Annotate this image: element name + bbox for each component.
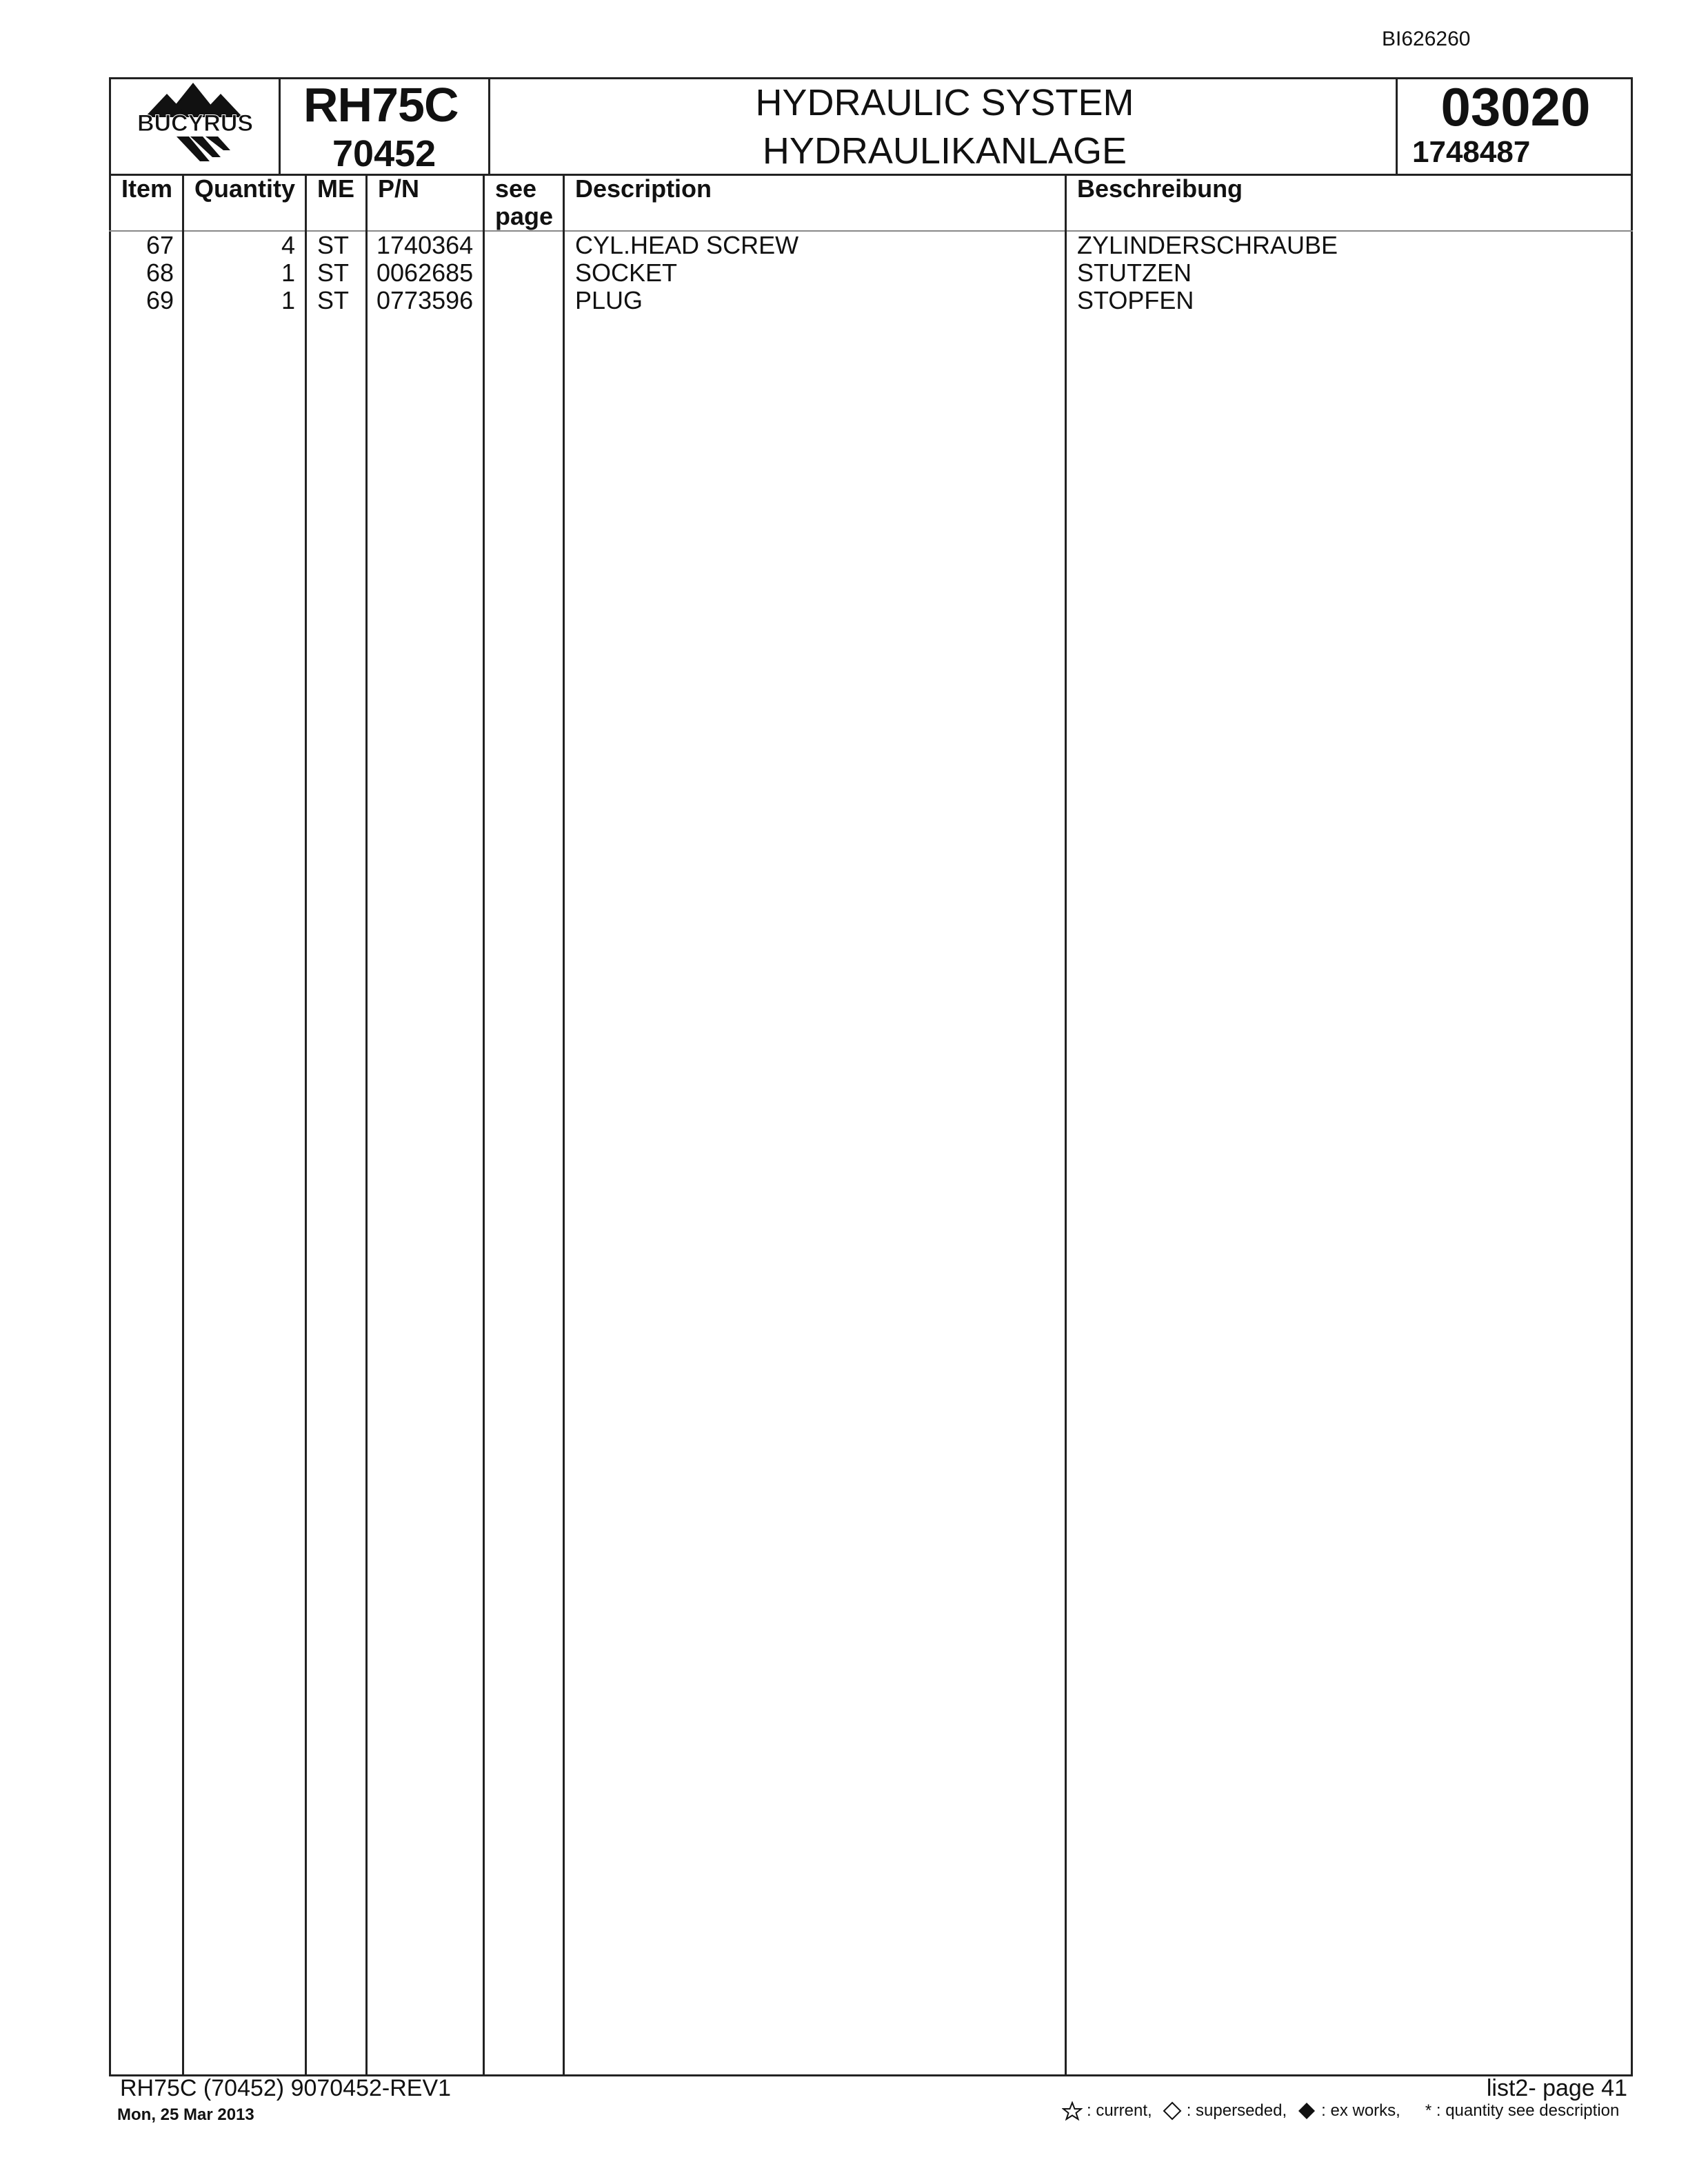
column-header-pn: P/N: [378, 174, 420, 203]
footer-page-number: list2- page 41: [1486, 2075, 1627, 2101]
column-header-quantity: Quantity: [194, 174, 296, 203]
logo-text: BUCYRUS: [137, 110, 254, 136]
legend-quantity-note: * : quantity see description: [1425, 2101, 1620, 2120]
row-part-number: 0062685: [376, 259, 474, 287]
row-beschreibung: STUTZEN: [1077, 259, 1192, 287]
column-divider: [483, 174, 485, 2075]
legend-superseded: : superseded,: [1186, 2101, 1287, 2120]
bucyrus-logo: [117, 79, 273, 172]
row-part-number: 1740364: [376, 231, 474, 259]
row-description: CYL.HEAD SCREW: [575, 231, 799, 259]
column-divider: [1065, 174, 1067, 2075]
row-description: SOCKET: [575, 259, 678, 287]
diamond-outline-icon: [1162, 2101, 1183, 2121]
row-beschreibung: STOPFEN: [1077, 286, 1194, 314]
column-header-beschreibung: Beschreibung: [1077, 174, 1243, 203]
star-icon: [1062, 2101, 1083, 2121]
row-unit: ST: [317, 231, 350, 259]
column-header-page: page: [495, 202, 554, 230]
row-beschreibung: ZYLINDERSCHRAUBE: [1077, 231, 1338, 259]
column-header-description: Description: [575, 174, 712, 203]
title-german: HYDRAULIKANLAGE: [762, 130, 1127, 172]
symbol-legend: [1062, 2101, 1619, 2121]
column-divider: [305, 174, 307, 2075]
model-number: 70452: [332, 133, 436, 174]
document-id: BI626260: [1382, 28, 1471, 50]
group-number: 1748487: [1412, 135, 1531, 169]
model-name: RH75C: [303, 78, 459, 132]
footer-date: Mon, 25 Mar 2013: [117, 2105, 254, 2124]
title-english: HYDRAULIC SYSTEM: [755, 82, 1134, 123]
column-header-me: ME: [317, 174, 354, 203]
row-description: PLUG: [575, 286, 643, 314]
column-header-item: Item: [121, 174, 173, 203]
row-item: 69: [145, 286, 174, 314]
row-part-number: 0773596: [376, 286, 474, 314]
parts-list-frame: [109, 77, 1633, 2076]
group-code: 03020: [1440, 77, 1591, 137]
row-item: 68: [145, 259, 174, 287]
row-quantity: 1: [281, 259, 295, 287]
row-item: 67: [145, 231, 174, 259]
footer-document-ref: RH75C (70452) 9070452-REV1: [120, 2075, 452, 2101]
column-header-see: see: [495, 174, 537, 203]
row-unit: ST: [317, 286, 350, 314]
column-divider: [563, 174, 565, 2075]
column-divider: [365, 174, 368, 2075]
row-quantity: 1: [281, 286, 295, 314]
column-divider: [182, 174, 184, 2075]
legend-current: : current,: [1087, 2101, 1152, 2120]
diamond-filled-icon: [1296, 2101, 1317, 2121]
row-unit: ST: [317, 259, 350, 287]
header-divider: [488, 77, 490, 175]
header-divider: [279, 77, 281, 175]
legend-ex-works: : ex works,: [1321, 2101, 1400, 2120]
row-quantity: 4: [281, 231, 295, 259]
